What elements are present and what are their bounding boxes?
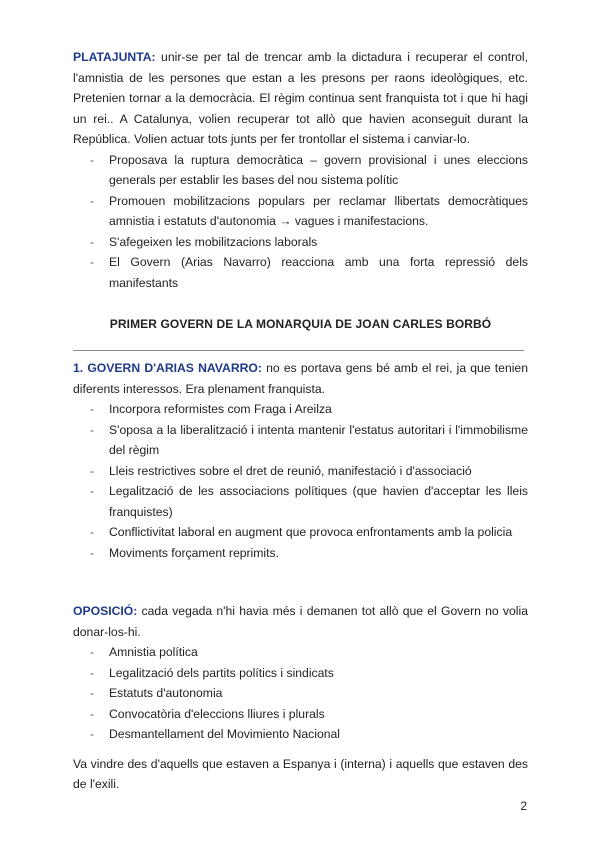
list-item: - S'oposa a la liberalització i intenta mantenir l'estatus autoritari i l'immobilisme del règim (73, 420, 528, 461)
platajunta-list (73, 150, 528, 294)
list-item: - Proposava la ruptura democràtica – govern provisional i unes eleccions generals per establir les bases del nou sistema polític (73, 150, 528, 191)
oposicio-closing: Va vindre des d'aquells que estaven a Espanya i (interna) i aquells que estaven des de l'exili. (73, 756, 528, 791)
arias-navarro-text: no es portava gens bé amb el rei, ja que tenien diferents interessos. Era plenament franquista. (73, 361, 528, 396)
list-item: - Promouen mobilitzacions populars per reclamar llibertats democràtiques amnistia i estatuts d'autonomia → vagues i manifestacions. (73, 191, 528, 232)
list-item: - Legalització dels partits polítics i sindicats (73, 663, 528, 684)
list-item: - Moviments forçament reprimits. (73, 543, 528, 564)
list-item: - Amnistia política (73, 642, 528, 663)
platajunta-keyword: PLATAJUNTA: (73, 50, 156, 64)
section-heading: PRIMER GOVERN DE LA MONARQUIA DE JOAN CARLES BORBÓ (109, 317, 492, 331)
heading-divider (73, 350, 524, 351)
list-item: - S'afegeixen les mobilitzacions laborals (73, 232, 528, 253)
list-item: - Convocatòria d'eleccions lliures i plurals (73, 704, 528, 725)
arias-navarro-paragraph (73, 358, 528, 399)
oposicio-keyword: OPOSICIÓ: (73, 604, 138, 618)
page-number: 2 (520, 799, 527, 813)
arias-navarro-list (73, 399, 528, 563)
platajunta-paragraph (73, 47, 528, 150)
list-item: - Legalització de les associacions polítiques (que havien d'acceptar les lleis franquistes) (73, 481, 528, 522)
oposicio-section (73, 601, 528, 795)
arias-navarro-keyword: 1. GOVERN D'ARIAS NAVARRO: (73, 361, 262, 375)
platajunta-text: unir-se per tal de trencar amb la dictadura i recuperar el control, l'amnistia de les persones que estan a les presons per raons ideològiques, etc. Pretenien tornar a la democràcia. El règim continua sent franquista tot i que hi hagi un rei.. A Catalunya, volien recuperar tot allò que havien aconseguit durant la República. Volien actuar tots junts per fer trontollar el sistema i canviar-lo. (73, 50, 528, 146)
list-item: - Incorpora reformistes com Fraga i Areilza (73, 399, 528, 420)
list-item: - Desmantellament del Movimiento Nacional (73, 724, 528, 745)
oposicio-paragraph (73, 601, 528, 642)
oposicio-text: cada vegada n'hi havia més i demanen tot allò que el Govern no volia donar-los-hi. (73, 604, 528, 639)
list-item: - Conflictivitat laboral en augment que provoca enfrontaments amb la policia (73, 522, 528, 543)
platajunta-section (73, 47, 528, 293)
oposicio-list (73, 642, 528, 745)
list-item: - Lleis restrictives sobre el dret de reunió, manifestació i d'associació (73, 461, 528, 482)
list-item: - Estatuts d'autonomia (73, 683, 528, 704)
arias-navarro-section (73, 358, 528, 563)
list-item: - El Govern (Arias Navarro) reacciona amb una forta repressió dels manifestants (73, 252, 528, 293)
